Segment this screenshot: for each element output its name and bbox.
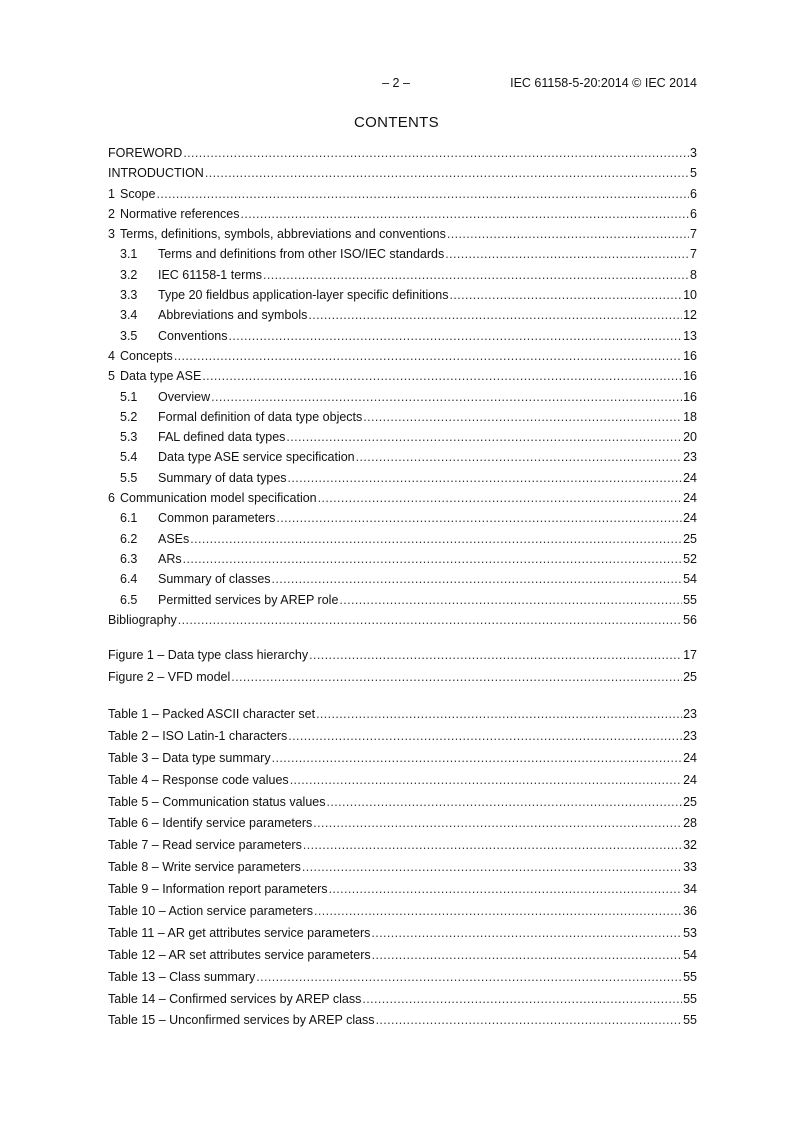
- entry-page-number: 16: [683, 348, 697, 363]
- entry-number: 3.2: [120, 267, 138, 282]
- entry-title: Table 2 – ISO Latin-1 characters: [108, 728, 288, 743]
- entry-number: 3.1: [120, 247, 138, 262]
- entry-page-number: 53: [683, 925, 697, 940]
- dot-leader: [205, 163, 689, 183]
- entry-number: 5.4: [120, 450, 138, 465]
- dot-leader: [183, 549, 682, 569]
- dot-leader: [211, 387, 682, 407]
- table-entry[interactable]: [108, 726, 697, 748]
- entry-title: Overview: [158, 389, 211, 404]
- toc-entry[interactable]: [108, 590, 697, 610]
- toc-entry[interactable]: [108, 427, 697, 447]
- entry-page-number: 23: [683, 728, 697, 743]
- toc-entry[interactable]: [108, 163, 697, 183]
- entry-number: 3.5: [120, 328, 138, 343]
- dot-leader: [371, 923, 682, 945]
- table-entry[interactable]: [108, 748, 697, 770]
- entry-title: IEC 61158-1 terms: [158, 267, 262, 282]
- entry-page-number: 20: [683, 430, 697, 445]
- entry-page-number: 54: [683, 572, 697, 587]
- entry-page-number: 24: [683, 511, 697, 526]
- toc-entry[interactable]: [108, 143, 697, 163]
- entry-number: 4: [108, 348, 115, 363]
- toc-entry[interactable]: [108, 366, 697, 386]
- entry-page-number: 6: [690, 206, 697, 221]
- entry-page-number: 23: [683, 450, 697, 465]
- entry-title: Type 20 fieldbus application-layer specific definitions: [158, 288, 449, 303]
- entry-title: Summary of data types: [158, 470, 287, 485]
- dot-leader: [202, 366, 682, 386]
- table-entry[interactable]: [108, 989, 697, 1011]
- entry-title: Table 14 – Confirmed services by AREP class: [108, 991, 362, 1006]
- figure-entry[interactable]: [108, 645, 697, 667]
- entry-title: Table 6 – Identify service parameters: [108, 816, 313, 831]
- entry-title: Terms, definitions, symbols, abbreviations and conventions: [120, 227, 446, 242]
- entry-title: Table 3 – Data type summary: [108, 750, 271, 765]
- dot-leader: [288, 726, 682, 748]
- toc-entry[interactable]: [108, 305, 697, 325]
- toc-entry[interactable]: [108, 529, 697, 549]
- entry-title: Data type ASE service specification: [158, 450, 355, 465]
- dot-leader: [362, 989, 682, 1011]
- dot-leader: [288, 468, 683, 488]
- dot-leader: [339, 590, 682, 610]
- entry-page-number: 25: [683, 794, 697, 809]
- entry-page-number: 12: [683, 308, 697, 323]
- entry-page-number: 18: [683, 409, 697, 424]
- table-entry[interactable]: [108, 835, 697, 857]
- dot-leader: [156, 184, 689, 204]
- toc-entry[interactable]: [108, 346, 697, 366]
- entry-title: Formal definition of data type objects: [158, 409, 363, 424]
- entry-page-number: 24: [683, 750, 697, 765]
- document-id: IEC 61158-5-20:2014 © IEC 2014: [510, 76, 697, 90]
- dot-leader: [308, 305, 682, 325]
- entry-number: 3: [108, 227, 115, 242]
- entry-title: FOREWORD: [108, 146, 183, 160]
- dot-leader: [313, 813, 682, 835]
- entry-title: Bibliography: [108, 612, 177, 627]
- entry-title: Summary of classes: [158, 572, 271, 587]
- entry-title: Table 1 – Packed ASCII character set: [108, 707, 316, 721]
- entry-page-number: 24: [683, 470, 697, 485]
- entry-title: Terms and definitions from other ISO/IEC standards: [158, 247, 445, 262]
- entry-page-number: 54: [683, 947, 697, 962]
- entry-title: Table 11 – AR get attributes service parameters: [108, 925, 371, 940]
- entry-page-number: 25: [683, 669, 697, 684]
- entry-title: Table 7 – Read service parameters: [108, 838, 302, 853]
- entry-title: Permitted services by AREP role: [158, 592, 339, 607]
- dot-leader: [290, 770, 682, 792]
- entry-title: Table 13 – Class summary: [108, 969, 256, 984]
- table-entry[interactable]: [108, 704, 697, 726]
- entry-title: Scope: [120, 186, 156, 201]
- entry-title: Common parameters: [158, 511, 276, 526]
- entry-number: 3.3: [120, 288, 138, 303]
- entry-title: Data type ASE: [120, 369, 202, 384]
- table-entry[interactable]: [108, 792, 697, 814]
- entry-title: Table 5 – Communication status values: [108, 794, 326, 809]
- toc-entry[interactable]: [108, 508, 697, 528]
- toc-entry[interactable]: [108, 488, 697, 508]
- entry-page-number: 34: [683, 882, 697, 897]
- list-of-figures: [108, 645, 697, 689]
- dot-leader: [449, 285, 682, 305]
- entry-page-number: 52: [683, 551, 697, 566]
- entry-number: 6.4: [120, 572, 138, 587]
- figure-entry[interactable]: [108, 667, 697, 689]
- dot-leader: [183, 143, 689, 163]
- entry-title: INTRODUCTION: [108, 166, 204, 181]
- entry-number: 6.1: [120, 511, 138, 526]
- dot-leader: [276, 508, 682, 528]
- toc-entry[interactable]: [108, 569, 697, 589]
- dot-leader: [309, 645, 682, 667]
- toc-entry[interactable]: [108, 184, 697, 204]
- entry-page-number: 10: [683, 288, 697, 303]
- entry-number: 6.2: [120, 531, 138, 546]
- entry-title: Table 12 – AR set attributes service parameters: [108, 947, 371, 962]
- entry-page-number: 55: [683, 969, 697, 984]
- dot-leader: [229, 326, 683, 346]
- toc-entry[interactable]: [108, 244, 697, 264]
- entry-title: Conventions: [158, 328, 228, 343]
- entry-number: 1: [108, 186, 115, 201]
- entry-page-number: 55: [683, 991, 697, 1006]
- toc-entry[interactable]: [108, 447, 697, 467]
- entry-number: 5.1: [120, 389, 138, 404]
- dot-leader: [302, 857, 682, 879]
- toc-entry[interactable]: [108, 224, 697, 244]
- entry-number: 5.2: [120, 409, 138, 424]
- entry-number: 3.4: [120, 308, 138, 323]
- table-entry[interactable]: [108, 879, 697, 901]
- dot-leader: [329, 879, 683, 901]
- entry-number: 6: [108, 491, 115, 506]
- dot-leader: [326, 792, 682, 814]
- dot-leader: [318, 488, 682, 508]
- entry-page-number: 17: [683, 648, 697, 662]
- dot-leader: [190, 529, 682, 549]
- toc-entry[interactable]: [108, 407, 697, 427]
- toc-entry[interactable]: [108, 468, 697, 488]
- toc-entry[interactable]: [108, 610, 697, 630]
- entry-title: Figure 1 – Data type class hierarchy: [108, 648, 309, 662]
- table-entry[interactable]: [108, 770, 697, 792]
- entry-page-number: 8: [690, 267, 697, 282]
- entry-page-number: 23: [683, 707, 697, 721]
- dot-leader: [303, 835, 682, 857]
- table-entry[interactable]: [108, 857, 697, 879]
- entry-number: 6.3: [120, 551, 138, 566]
- page-title: CONTENTS: [354, 114, 439, 131]
- table-of-contents: [108, 143, 697, 630]
- entry-page-number: 33: [683, 860, 697, 875]
- toc-entry[interactable]: [108, 387, 697, 407]
- toc-entry[interactable]: [108, 285, 697, 305]
- dot-leader: [445, 244, 689, 264]
- entry-title: Table 9 – Information report parameters: [108, 882, 328, 897]
- entry-page-number: 24: [683, 491, 697, 506]
- entry-number: 5: [108, 369, 115, 384]
- entry-page-number: 55: [683, 592, 697, 607]
- entry-page-number: 28: [683, 816, 697, 831]
- dot-leader: [372, 945, 682, 967]
- dot-leader: [314, 901, 682, 923]
- entry-title: Concepts: [120, 348, 173, 363]
- table-entry[interactable]: [108, 1010, 697, 1032]
- dot-leader: [363, 407, 682, 427]
- dot-leader: [376, 1010, 683, 1032]
- entry-title: Table 10 – Action service parameters: [108, 904, 313, 919]
- entry-page-number: 6: [690, 186, 697, 201]
- entry-page-number: 36: [683, 904, 697, 919]
- entry-page-number: 16: [683, 369, 697, 384]
- page-number: – 2 –: [382, 76, 410, 90]
- entry-title: ARs: [158, 551, 182, 566]
- entry-page-number: 25: [683, 531, 697, 546]
- entry-title: ASEs: [158, 531, 190, 546]
- entry-page-number: 13: [683, 328, 697, 343]
- entry-page-number: 5: [690, 166, 697, 181]
- toc-entry[interactable]: [108, 204, 697, 224]
- entry-title: Table 4 – Response code values: [108, 772, 289, 787]
- entry-title: Normative references: [120, 206, 240, 221]
- dot-leader: [272, 748, 683, 770]
- toc-entry[interactable]: [108, 549, 697, 569]
- dot-leader: [316, 704, 682, 726]
- dot-leader: [256, 967, 682, 989]
- dot-leader: [241, 204, 690, 224]
- dot-leader: [286, 427, 682, 447]
- toc-entry[interactable]: [108, 265, 697, 285]
- entry-number: 5.5: [120, 470, 138, 485]
- entry-title: FAL defined data types: [158, 430, 286, 445]
- dot-leader: [174, 346, 682, 366]
- entry-page-number: 32: [683, 838, 697, 853]
- table-entry[interactable]: [108, 967, 697, 989]
- entry-title: Communication model specification: [120, 491, 317, 506]
- dot-leader: [447, 224, 689, 244]
- entry-page-number: 7: [690, 227, 697, 242]
- dot-leader: [272, 569, 683, 589]
- entry-number: 6.5: [120, 592, 138, 607]
- entry-title: Figure 2 – VFD model: [108, 669, 231, 684]
- entry-title: Table 15 – Unconfirmed services by AREP class: [108, 1013, 375, 1028]
- table-entry[interactable]: [108, 813, 697, 835]
- table-entry[interactable]: [108, 945, 697, 967]
- entry-page-number: 16: [683, 389, 697, 404]
- entry-title: Abbreviations and symbols: [158, 308, 308, 323]
- entry-page-number: 55: [683, 1013, 697, 1028]
- table-entry[interactable]: [108, 923, 697, 945]
- entry-title: Table 8 – Write service parameters: [108, 860, 301, 875]
- table-entry[interactable]: [108, 901, 697, 923]
- list-of-tables: [108, 704, 697, 1032]
- entry-page-number: 56: [683, 612, 697, 627]
- toc-entry[interactable]: [108, 326, 697, 346]
- dot-leader: [356, 447, 682, 467]
- dot-leader: [263, 265, 689, 285]
- entry-number: 5.3: [120, 430, 138, 445]
- entry-page-number: 7: [690, 247, 697, 262]
- dot-leader: [231, 667, 682, 689]
- entry-number: 2: [108, 206, 115, 221]
- entry-page-number: 3: [690, 146, 697, 160]
- dot-leader: [178, 610, 682, 630]
- entry-page-number: 24: [683, 772, 697, 787]
